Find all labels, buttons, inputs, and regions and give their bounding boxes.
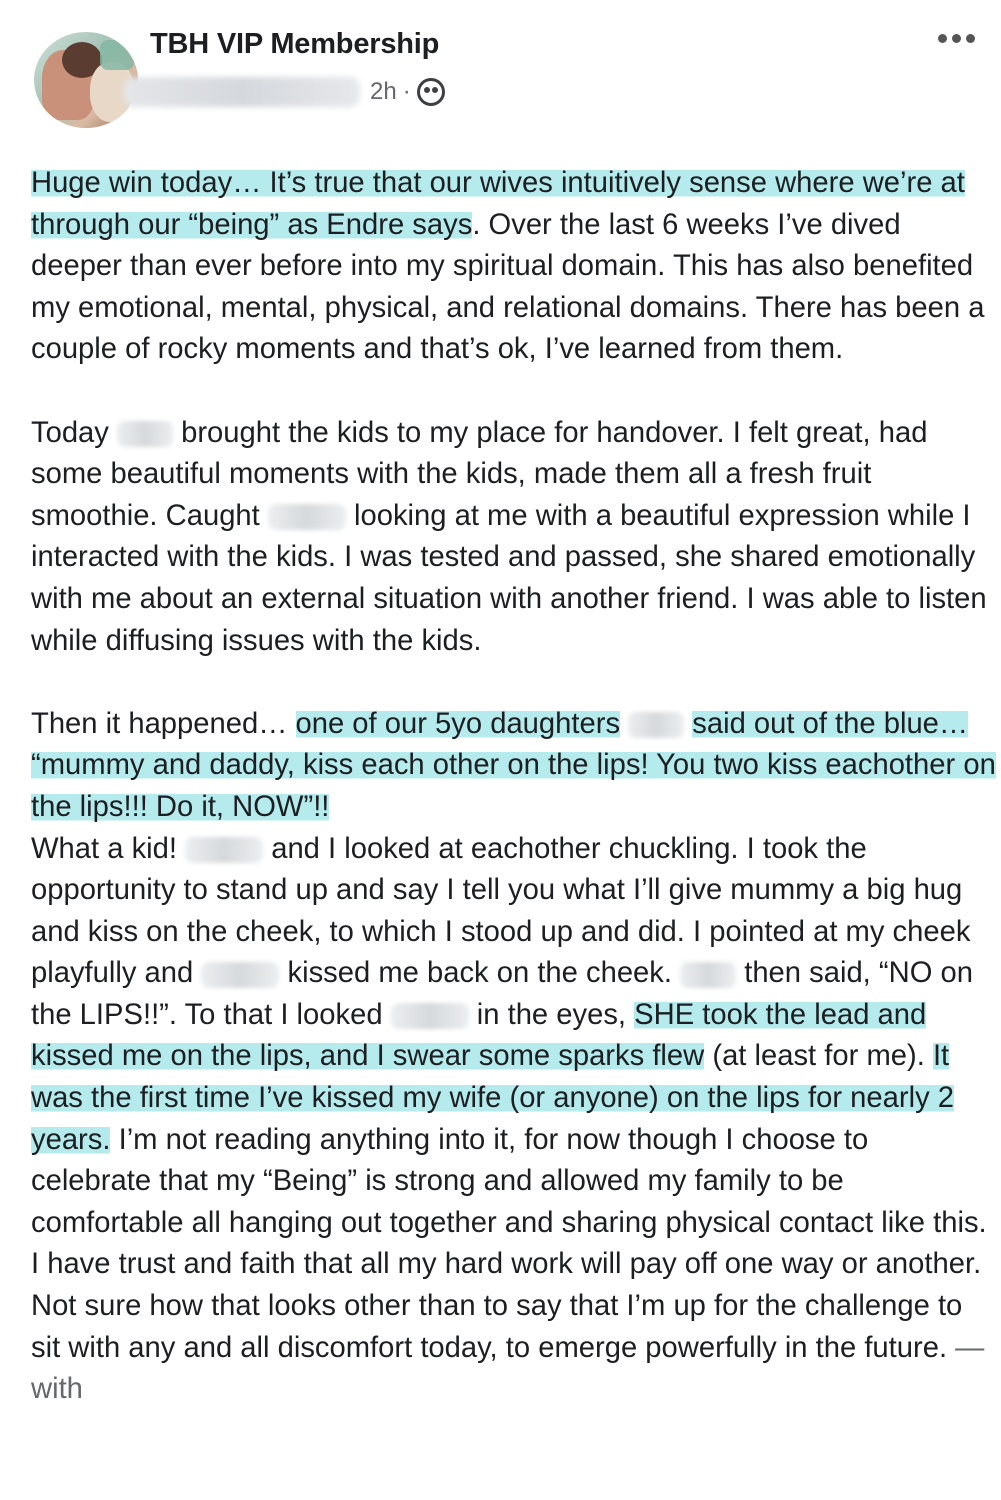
- highlighted-text: SHE took the lead and kissed me on the lips, and I swear some sparks flew: [31, 998, 927, 1073]
- text-span: kissed me back on the cheek.: [287, 957, 672, 990]
- text-span: and I looked at eachother chuckling. I took the opportunity to stand up and say I tell you what I’ll give mummy a big hug and kiss on the cheek, to which I stood up and did. I pointed at my cheek playfully and: [31, 832, 971, 990]
- redacted-name: [391, 1003, 469, 1029]
- text-span: brought the kids to my place for handover. I felt great, had some beautiful moments with the kids, made them all a fresh fruit smoothie. Caught: [31, 416, 928, 532]
- post-body: [31, 163, 996, 1411]
- highlighted-text: said out of the blue… “mummy and daddy, kiss each other on the lips! You two kiss eachother on the lips!!! Do it, NOW”!!: [31, 707, 996, 823]
- text-span: (at least for me).: [704, 1040, 933, 1073]
- members-icon[interactable]: [417, 78, 445, 106]
- text-span: I’m not reading anything into it, for now though I choose to celebrate that my “Being” is strong and allowed my family to be comfortable all hanging out together and sharing physical contact like this. I have trust and faith that all my hard work will pay off one way or another. Not sure how that looks other than to say that I’m up for the challenge to sit with any and all discomfort today, to emerge powerfully in the future.: [31, 1123, 987, 1364]
- group-name-link[interactable]: TBH VIP Membership: [150, 28, 440, 60]
- post-timestamp[interactable]: 2h: [370, 78, 397, 105]
- redacted-name: [628, 712, 684, 738]
- text-span: Today: [31, 416, 109, 449]
- text-span: What a kid!: [31, 832, 177, 865]
- text-span: looking at me with a beautiful expression while I interacted with the kids. I was tested and passed, she shared emotionally with me about an external situation with another friend. I was able to listen while diffusing issues with the kids.: [31, 499, 987, 657]
- tagged-with-link[interactable]: — with: [31, 1331, 985, 1406]
- redacted-name: [117, 421, 173, 447]
- meta-separator: ·: [402, 78, 411, 105]
- paragraph-3: [31, 704, 996, 1411]
- paragraph-2: [31, 413, 996, 663]
- text-span: Then it happened…: [31, 707, 296, 740]
- redacted-name: [680, 962, 736, 988]
- redacted-name: [185, 837, 263, 863]
- group-avatar[interactable]: [34, 32, 138, 128]
- redacted-name: [201, 962, 279, 988]
- paragraph-1: [31, 163, 996, 371]
- text-span: in the eyes,: [476, 998, 635, 1031]
- post-meta: [124, 72, 445, 112]
- text-span: then said, “NO on the LIPS!!”. To that I looked: [31, 957, 973, 1031]
- highlighted-text: It was the first time I’ve kissed my wife (or anyone) on the lips for nearly 2 years.: [31, 1040, 955, 1156]
- redacted-author-name: [124, 77, 360, 107]
- more-options-icon[interactable]: [938, 34, 975, 43]
- highlighted-text: Huge win today… It’s true that our wives intuitively sense where we’re at through our “being” as Endre says: [31, 167, 965, 241]
- redacted-name: [268, 504, 346, 530]
- highlighted-text: one of our 5yo daughters: [295, 707, 621, 740]
- text-span: . Over the last 6 weeks I’ve dived deeper than ever before into my spiritual domain. This has also benefited my emotional, mental, physical, and relational domains. There has been a couple of rocky moments and that’s ok, I’ve learned from them.: [31, 208, 985, 366]
